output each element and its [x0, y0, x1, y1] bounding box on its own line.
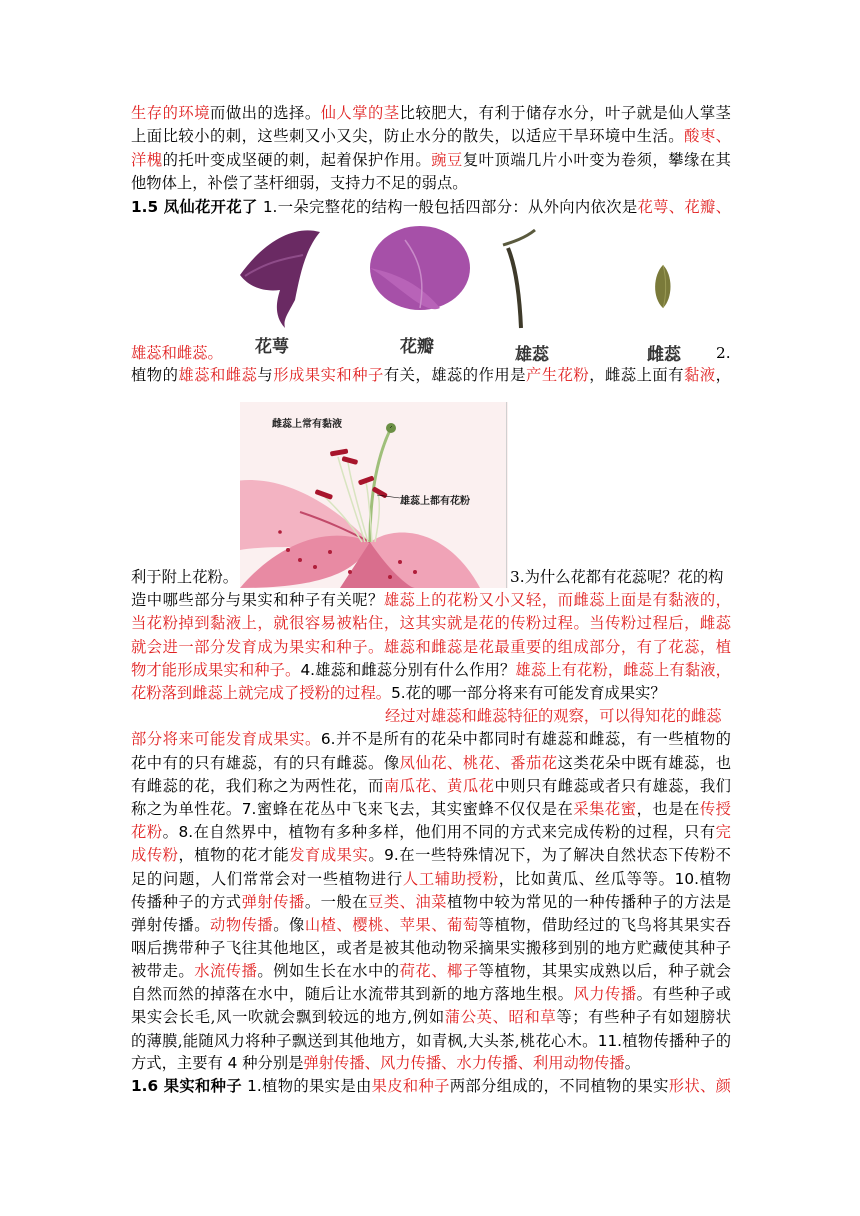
text-run: 利于附上花粉。 — [131, 568, 239, 586]
text-line — [131, 196, 731, 218]
text-run: ，雌蕊上面有 — [589, 366, 685, 384]
text-line — [131, 937, 731, 959]
sepal-image — [240, 230, 320, 328]
text-run: ，也是在 — [636, 800, 700, 818]
highlighted-text: 传授 — [699, 800, 731, 818]
text-run: 蜜蜂在花丛中飞来飞去，其实蜜蜂不仅仅是在 — [256, 800, 574, 818]
text-run: 一朵完整花的结构一般包括四部分：从外向内依次是 — [277, 198, 638, 216]
text-run: 复叶顶端几片小叶变为卷须，攀缘在其 — [462, 151, 731, 169]
text-line — [131, 891, 731, 913]
highlighted-text: 弹射传播 — [241, 893, 305, 911]
text-run: 8. — [178, 823, 194, 841]
text-run: 果实会长毛,风一吹就会飘到较远的地方,例如 — [131, 1008, 445, 1026]
text-line — [131, 172, 731, 194]
text-run: 自然而然的掉落在水中，随后让水流带其到新的地方落地生根。 — [131, 985, 574, 1003]
highlighted-text: 雄蕊和雌蕊 — [178, 366, 258, 384]
text-line — [131, 821, 731, 843]
text-line — [131, 612, 731, 634]
text-run: 咽后携带种子飞往其他地区，或者是被其他动物采摘果实搬移到别的地方贮藏使其种子 — [131, 939, 731, 957]
text-run: 的薄膜,能随风力将种子飘送到其他地方，如青枫,大头茶,桃花心木。 — [131, 1032, 598, 1050]
text-run: 植物的果实是由 — [261, 1077, 372, 1095]
highlighted-text: 弹射传播、风力传播、水力传播、利用动物传播 — [303, 1054, 625, 1072]
text-run: 有关，雄蕊的作用是 — [383, 366, 527, 384]
text-line — [131, 960, 731, 982]
highlighted-text: 经过对雄蕊和雌蕊特征的观察，可以得知花的雌蕊 — [385, 707, 722, 725]
highlighted-text: 雄蕊上的花粉又小又轻，而雌蕊上面是有黏液的， — [383, 591, 731, 609]
highlighted-text: 动物传播 — [210, 916, 274, 934]
text-run: 4 — [227, 1054, 238, 1072]
text-line — [131, 149, 731, 171]
text-line — [131, 752, 731, 774]
highlighted-text: 豌豆 — [431, 151, 463, 169]
text-line — [131, 1052, 731, 1074]
text-line — [131, 775, 731, 797]
text-run: 。有些种子或 — [636, 985, 731, 1003]
text-run: 中则只有雌蕊或者只有雄蕊，我们 — [494, 777, 731, 795]
highlighted-text: 物才能形成果实和种子。 — [131, 661, 301, 679]
text-run: 1. — [257, 198, 278, 216]
pistil-image — [655, 265, 670, 308]
highlighted-text: 洋槐 — [131, 151, 163, 169]
text-run: 。 — [368, 846, 385, 864]
text-run: 花的哪一部分将来有可能发育成果实？ — [405, 684, 666, 702]
text-run: 有雌蕊的花，我们称之为两性花，而 — [131, 777, 384, 795]
pistil-label: 雌蕊 — [647, 345, 681, 365]
highlighted-text: 豆类、油菜 — [368, 893, 448, 911]
text-run: 7. — [241, 800, 257, 818]
text-line — [131, 1030, 731, 1052]
stamen-image — [508, 248, 521, 328]
text-run: 被带走。 — [131, 962, 195, 980]
text-run: 在一些特殊情况下，为了解决自然状态下传粉不 — [398, 846, 731, 864]
flower-parts-figure — [225, 220, 710, 368]
text-line — [131, 1006, 731, 1028]
text-line — [131, 914, 731, 936]
highlighted-text: 花粉落到雌蕊上就完成了授粉的过程。 — [131, 684, 392, 702]
text-run: 植物中较为常见的一种传播种子的方法是 — [447, 893, 731, 911]
text-run: 两部分组成的，不同植物的果实 — [449, 1077, 669, 1095]
text-run: ，植物的花才能 — [178, 846, 290, 864]
text-run: 并不是所有的花朵中都同时有雄蕊和雌蕊，有一些植物的 — [335, 730, 731, 748]
highlighted-text: 南瓜花、黄瓜花 — [383, 777, 495, 795]
text-run: 足的问题，人们常常会对一些植物进行 — [131, 870, 403, 888]
text-run: 植物传播种子的 — [622, 1032, 731, 1050]
highlighted-text: 凤仙花、桃花、番茄花 — [399, 754, 558, 772]
text-run: 4. — [300, 661, 316, 679]
highlighted-text: 果皮和种子 — [371, 1077, 450, 1095]
highlighted-text: 风力传播 — [573, 985, 637, 1003]
highlighted-text: 人工辅助授粉 — [402, 870, 499, 888]
text-line — [131, 125, 731, 147]
highlighted-text: 生存的环境 — [131, 104, 211, 122]
text-line — [131, 983, 731, 1005]
highlighted-text: 就会进一部分发育成为果实和种子。雄蕊和雌蕊是花最重要的组成部分，有了花蕊，植 — [131, 638, 731, 656]
text-run: 传播种子的方式 — [131, 893, 242, 911]
text-line — [131, 1075, 731, 1097]
petal-label: 花瓣 — [400, 337, 434, 357]
highlighted-text: 完 — [715, 823, 731, 841]
highlighted-text: 雄蕊和雌蕊。 — [131, 344, 223, 362]
text-run: 他物体上，补偿了茎杆细弱，支持力不足的弱点。 — [131, 174, 468, 192]
text-run: 。 — [162, 823, 179, 841]
highlighted-text: 仙人掌的茎 — [320, 104, 400, 122]
text-run: 等植物，借助经过的飞鸟将其果实吞 — [478, 916, 731, 934]
highlighted-text: 荷花、椰子 — [399, 962, 479, 980]
text-run: 称之为单性花。 — [131, 800, 242, 818]
highlighted-text: 部分将来可能发育成果实。 — [131, 730, 321, 748]
highlighted-text: 酸枣、 — [684, 127, 731, 145]
lily-figure — [240, 402, 508, 588]
text-run: 11. — [597, 1032, 623, 1050]
text-run: 在自然界中，植物有多种多样，他们用不同的方式来完成传粉的过程，只有 — [193, 823, 716, 841]
highlighted-text: 水流传播 — [194, 962, 258, 980]
highlighted-text: 成传粉 — [131, 846, 179, 864]
text-run: 造中哪些部分与果实和种子有关呢？ — [131, 591, 384, 609]
inline-number-2: 2. — [716, 344, 731, 362]
flower-parts-illustration — [225, 220, 710, 368]
highlighted-text: 形成果实和种子 — [273, 366, 384, 384]
text-run: 。像 — [273, 916, 305, 934]
text-run: 1. — [241, 1077, 262, 1095]
highlighted-text: 花粉 — [131, 823, 163, 841]
text-run: 9. — [384, 846, 399, 864]
text-line — [131, 682, 731, 704]
highlighted-text: 当花粉掉到黏液上，就很容易被粘住，这其实就是花的传粉过程。当传粉过程后，雌蕊 — [131, 614, 731, 632]
text-run: ， — [715, 366, 731, 384]
stamen-label: 雄蕊 — [515, 345, 549, 365]
text-run: 种分别是 — [237, 1054, 304, 1072]
text-line — [131, 728, 731, 750]
highlighted-text: 形状、颜 — [668, 1077, 731, 1095]
text-run: 比较肥大，有利于储存水分，叶子就是仙人掌茎 — [399, 104, 731, 122]
text-run: 的托叶变成坚硬的刺，起着保护作用。 — [162, 151, 432, 169]
highlighted-text: 发育成果实 — [289, 846, 369, 864]
stamen-pollen-label: 雄蕊上都有花粉 — [400, 496, 470, 507]
text-line — [131, 102, 731, 124]
text-line — [131, 589, 731, 611]
text-line — [131, 659, 731, 681]
text-run: 植物 — [698, 870, 731, 888]
text-run: 。例如生长在水中的 — [257, 962, 400, 980]
text-run: ，比如黄瓜、丝瓜等等。 — [498, 870, 675, 888]
text-line — [131, 844, 731, 866]
text-run: 。 — [624, 1054, 641, 1072]
text-run: 10. — [674, 870, 699, 888]
text-line — [131, 566, 251, 588]
highlighted-text: 产生花粉 — [526, 366, 590, 384]
figure-border-line — [506, 402, 507, 588]
text-line — [131, 798, 731, 820]
highlighted-text: 山楂、樱桃、苹果、葡萄 — [304, 916, 479, 934]
text-run: 方式，主要有 — [131, 1054, 228, 1072]
pistil-mucus-label: 雌蕊上常有黏液 — [272, 419, 342, 430]
highlighted-text: 花萼、花瓣、 — [637, 198, 731, 216]
question-3-start: 3.为什么花都有花蕊呢？花的构 — [510, 568, 724, 586]
text-run: 植物的 — [131, 366, 179, 384]
text-run: 雄蕊和雌蕊分别有什么作用？ — [315, 661, 516, 679]
sepal-label: 花萼 — [255, 337, 289, 357]
highlighted-text: 黏液 — [684, 366, 716, 384]
text-run: 上面比较小的刺，这些刺又小又尖，防止水分的散失，以适应干旱环境中生活。 — [131, 127, 685, 145]
highlighted-text: 雄蕊上有花粉，雌蕊上有黏液， — [515, 661, 731, 679]
text-run: 。一般在 — [304, 893, 369, 911]
section-heading: 1.6 果实和种子 — [131, 1077, 242, 1095]
highlighted-text: 蒲公英、昭和草 — [444, 1008, 557, 1026]
text-line — [131, 868, 731, 890]
text-run: 这类花朵中既有雄蕊，也 — [557, 754, 731, 772]
text-line — [131, 342, 221, 364]
highlighted-text: 采集花蜜 — [573, 800, 637, 818]
text-run: 5. — [391, 684, 406, 702]
section-heading: 1.5 凤仙花开花了 — [131, 198, 258, 216]
text-run: 而做出的选择。 — [210, 104, 321, 122]
text-run: 6. — [320, 730, 336, 748]
text-line — [385, 705, 730, 727]
text-run: 弹射传播。 — [131, 916, 211, 934]
text-line — [131, 636, 731, 658]
text-run: 等植物，其果实成熟以后，种子就会 — [478, 962, 731, 980]
text-run: 与 — [257, 366, 274, 384]
text-run: 等；有些种子有如翅膀状 — [556, 1008, 731, 1026]
text-run: 花中有的只有雄蕊，有的只有雌蕊。像 — [131, 754, 400, 772]
